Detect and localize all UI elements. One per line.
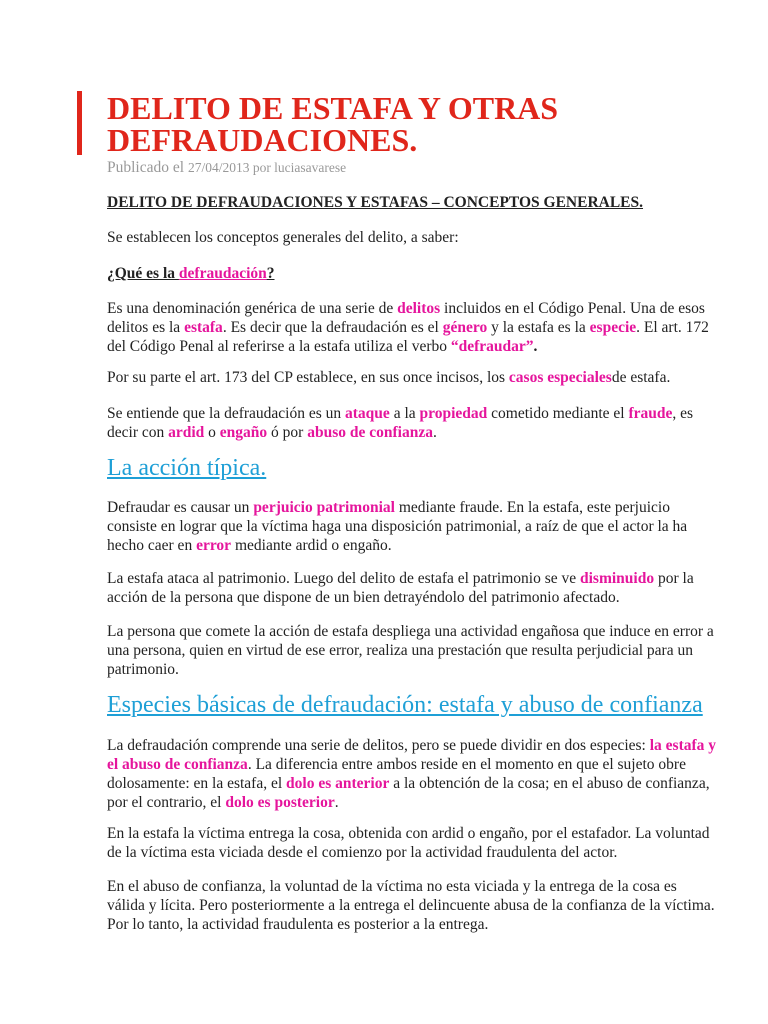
- paragraph-4-block: [107, 498, 717, 555]
- p3-text-1: Se entiende que la defraudación es un: [107, 405, 346, 422]
- question-pre: ¿Qué es la: [107, 265, 179, 282]
- paragraph-8: En la estafa la víctima entrega la cosa, obtenida con ardid o engaño, por el estafador. La voluntad de la víctima esta viciada desde el comienzo por la actividad fraudulenta del actor.: [107, 825, 710, 861]
- paragraph-2-block: [107, 368, 717, 387]
- p3-text-2: a la: [389, 405, 420, 422]
- byline-prefix: Publicado el: [107, 159, 185, 176]
- article-title: DELITO DE ESTAFA Y OTRAS DEFRAUDACIONES.: [107, 90, 559, 158]
- paragraph-4: [107, 498, 717, 555]
- question-paragraph: [107, 264, 717, 283]
- p3-highlight-ardid: ardid: [168, 424, 205, 441]
- p3-highlight-abuso: abuso de confianza: [307, 424, 433, 441]
- p1-text-6: .: [533, 338, 538, 355]
- p1-text-1: Es una denominación genérica de una serie de: [107, 300, 398, 317]
- p3-text-6: ó por: [267, 424, 308, 441]
- intro-paragraph-block: [107, 228, 717, 247]
- paragraph-6-block: [107, 622, 717, 679]
- p3-text-5: o: [204, 424, 220, 441]
- p7-text-2: . La diferencia entre ambos reside en el momento en que el sujeto obre dolosamente: en la estafa, el: [107, 756, 686, 792]
- p7-text-4: .: [334, 794, 339, 811]
- question-block: [107, 264, 717, 283]
- heading-accion-tipica: La acción típica.: [107, 455, 267, 481]
- paragraph-7-block: [107, 736, 717, 812]
- p1-highlight-estafa: estafa: [184, 319, 223, 336]
- p3-text-4: , es decir con: [107, 405, 694, 441]
- paragraph-3: [107, 404, 717, 442]
- p7-highlight-dolo-anterior: dolo es anterior: [286, 775, 390, 792]
- paragraph-3-block: [107, 404, 717, 442]
- byline-date-author: 27/04/2013 por luciasavarese: [187, 160, 347, 175]
- heading-especies-basicas: Especies básicas de defraudación: estafa y abuso de confianza: [107, 692, 703, 718]
- p3-text-7: .: [432, 424, 437, 441]
- p3-text-3: cometido mediante el: [487, 405, 629, 422]
- article-byline: [107, 159, 346, 177]
- p4-text-3: mediante ardid o engaño.: [231, 537, 392, 554]
- p5-text-1: La estafa ataca al patrimonio. Luego del delito de estafa el patrimonio se ve: [107, 570, 580, 587]
- p1-text-4: y la estafa es la: [487, 319, 590, 336]
- p4-text-2: mediante fraude. En la estafa, este perjuicio consiste en lograr que la víctima haga una disposición patrimonial, a raíz de que el actor la ha hecho caer en: [107, 499, 688, 554]
- paragraph-6: La persona que comete la acción de estafa despliega una actividad engañosa que induce en error a una persona, quien en virtud de ese error, realiza una prestación que resulta perjudicial para un patrimonio.: [107, 623, 714, 678]
- p1-highlight-delitos: delitos: [397, 300, 441, 317]
- p7-text-3: a la obtención de la cosa; en el abuso de confianza, por el contrario, el: [107, 775, 710, 811]
- p1-text-5: . El art. 172 del Código Penal al referirse a la estafa utiliza el verbo: [107, 319, 709, 355]
- p7-text-1: La defraudación comprende una serie de delitos, pero se puede dividir en dos especies:: [107, 737, 650, 754]
- article-subtitle-block: [107, 193, 717, 212]
- article-subtitle: DELITO DE DEFRAUDACIONES Y ESTAFAS – CONCEPTOS GENERALES.: [107, 194, 644, 211]
- question-term: defraudación: [178, 265, 267, 282]
- p1-text-2: incluidos en el Código Penal. Una de esos delitos es la: [107, 300, 705, 336]
- paragraph-9-block: [107, 877, 717, 934]
- paragraph-8-block: [107, 824, 717, 862]
- paragraph-9: En el abuso de confianza, la voluntad de la víctima no esta viciada y la entrega de la cosa es válida y lícita. Pero posteriormente a la entrega el delincuente abusa de la confianza de la víctima. Por lo tanto, la actividad fraudulenta es posterior a la entrega.: [107, 878, 715, 933]
- paragraph-7: [107, 736, 717, 812]
- p7-highlight-dolo-posterior: dolo es posterior: [225, 794, 335, 811]
- question-post: ?: [266, 265, 275, 282]
- title-accent-bar: [77, 91, 82, 155]
- p5-highlight-disminuido: disminuido: [580, 570, 655, 587]
- p1-highlight-defraudar: “defraudar”: [450, 338, 534, 355]
- p3-highlight-ataque: ataque: [345, 405, 390, 422]
- paragraph-1: [107, 299, 717, 356]
- p1-highlight-especie: especie: [589, 319, 637, 336]
- p2-highlight-casos: casos especiales: [508, 369, 612, 386]
- paragraph-2: [107, 368, 717, 387]
- p3-highlight-fraude: fraude: [628, 405, 673, 422]
- p1-highlight-genero: género: [442, 319, 488, 336]
- p4-highlight-perjuicio: perjuicio patrimonial: [253, 499, 395, 516]
- paragraph-1-block: [107, 299, 717, 356]
- p7-highlight-estafa-abuso: la estafa y el abuso de confianza: [107, 737, 717, 773]
- paragraph-5-block: [107, 569, 717, 607]
- p3-highlight-propiedad: propiedad: [419, 405, 488, 422]
- p5-text-2: por la acción de la persona que dispone de un bien detrayéndolo del patrimonio afectado.: [107, 570, 694, 606]
- p2-text-2: de estafa.: [611, 369, 671, 386]
- paragraph-5: [107, 569, 717, 607]
- intro-paragraph: Se establecen los conceptos generales del delito, a saber:: [107, 229, 459, 246]
- p3-highlight-engano: engaño: [219, 424, 268, 441]
- p4-highlight-error: error: [196, 537, 232, 554]
- p4-text-1: Defraudar es causar un: [107, 499, 254, 516]
- p2-text-1: Por su parte el art. 173 del CP establece, en sus once incisos, los: [107, 369, 509, 386]
- p1-text-3: . Es decir que la defraudación es el: [222, 319, 443, 336]
